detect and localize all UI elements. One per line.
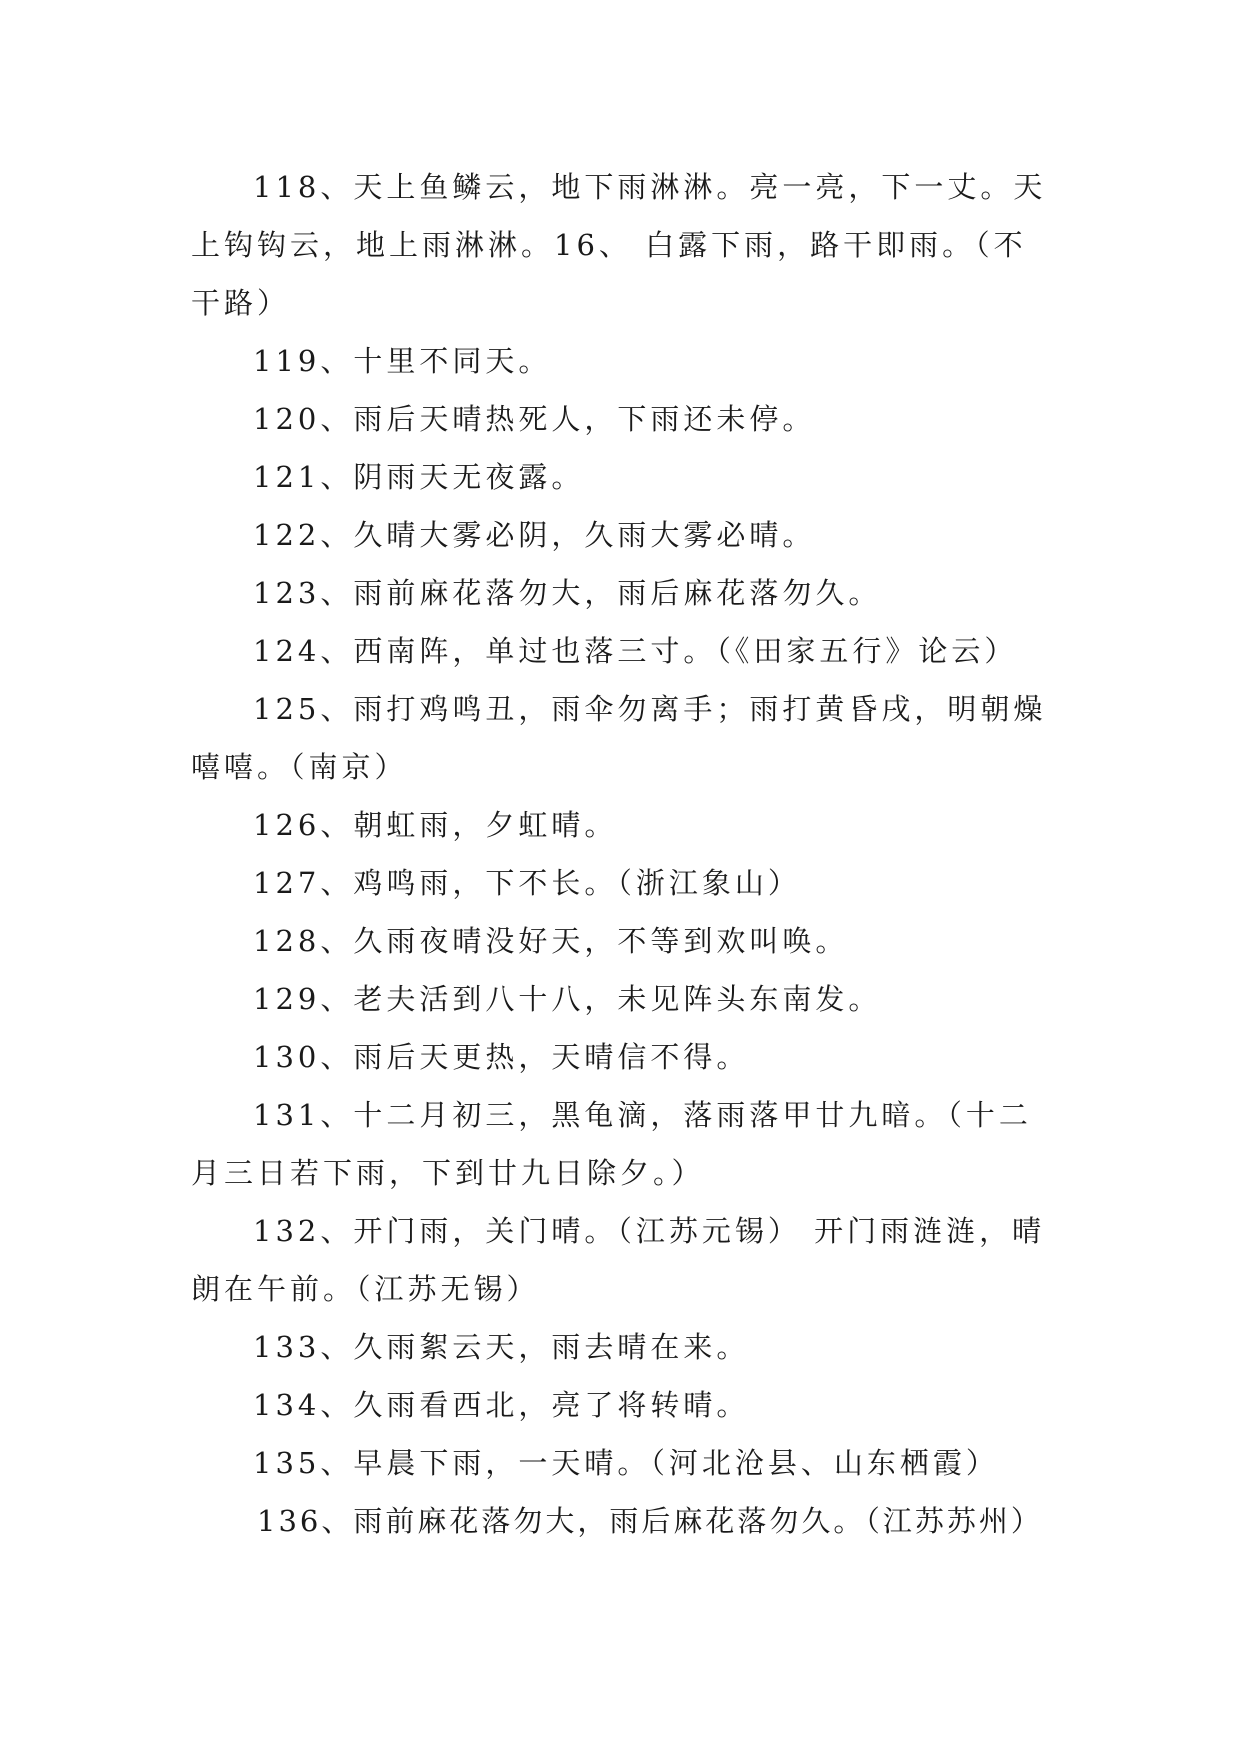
paragraph-119: 119、十里不同天。 bbox=[253, 344, 552, 378]
paragraph-135: 135、早晨下雨，一天晴。（河北沧县、山东栖霞） bbox=[253, 1446, 999, 1480]
paragraph-123: 123、雨前麻花落勿大，雨后麻花落勿久。 bbox=[253, 576, 882, 610]
paragraph-134: 134、久雨看西北，亮了将转晴。 bbox=[253, 1388, 750, 1422]
paragraph-125: 125、雨打鸡鸣丑，雨伞勿离手；雨打黄昏戌，明朝燥嘻嘻。（南京） bbox=[191, 692, 1047, 784]
document-body bbox=[191, 158, 1051, 1550]
paragraph-118: 118、天上鱼鳞云，地下雨淋淋。亮一亮，下一丈。天上钩钩云，地上雨淋淋。16、 白露下雨，路干即雨。（不干路） bbox=[191, 170, 1047, 320]
paragraph-128: 128、久雨夜晴没好天，不等到欢叫唤。 bbox=[253, 924, 849, 958]
paragraph-124: 124、西南阵，单过也落三寸。（《田家五行》论云） bbox=[253, 634, 1018, 668]
paragraph-129: 129、老夫活到八十八，未见阵头东南发。 bbox=[253, 982, 882, 1016]
paragraph-133: 133、久雨絮云天，雨去晴在来。 bbox=[253, 1330, 750, 1364]
paragraph-130: 130、雨后天更热，天晴信不得。 bbox=[253, 1040, 750, 1074]
paragraph-121: 121、阴雨天无夜露。 bbox=[253, 460, 585, 494]
paragraph-126: 126、朝虹雨，夕虹晴。 bbox=[253, 808, 618, 842]
paragraph-136: 136、雨前麻花落勿大，雨后麻花落勿久。（江苏苏州） bbox=[257, 1504, 1043, 1538]
paragraph-132: 132、开门雨，关门晴。（江苏元锡） 开门雨涟涟，晴朗在午前。（江苏无锡） bbox=[191, 1214, 1046, 1306]
paragraph-120: 120、雨后天晴热死人，下雨还未停。 bbox=[253, 402, 816, 436]
paragraph-122: 122、久晴大雾必阴，久雨大雾必晴。 bbox=[253, 518, 816, 552]
paragraph-131: 131、十二月初三，黑龟滴，落雨落甲廿九暗。（十二月三日若下雨，下到廿九日除夕。） bbox=[191, 1098, 1032, 1190]
paragraph-127: 127、鸡鸣雨，下不长。（浙江象山） bbox=[253, 866, 801, 900]
